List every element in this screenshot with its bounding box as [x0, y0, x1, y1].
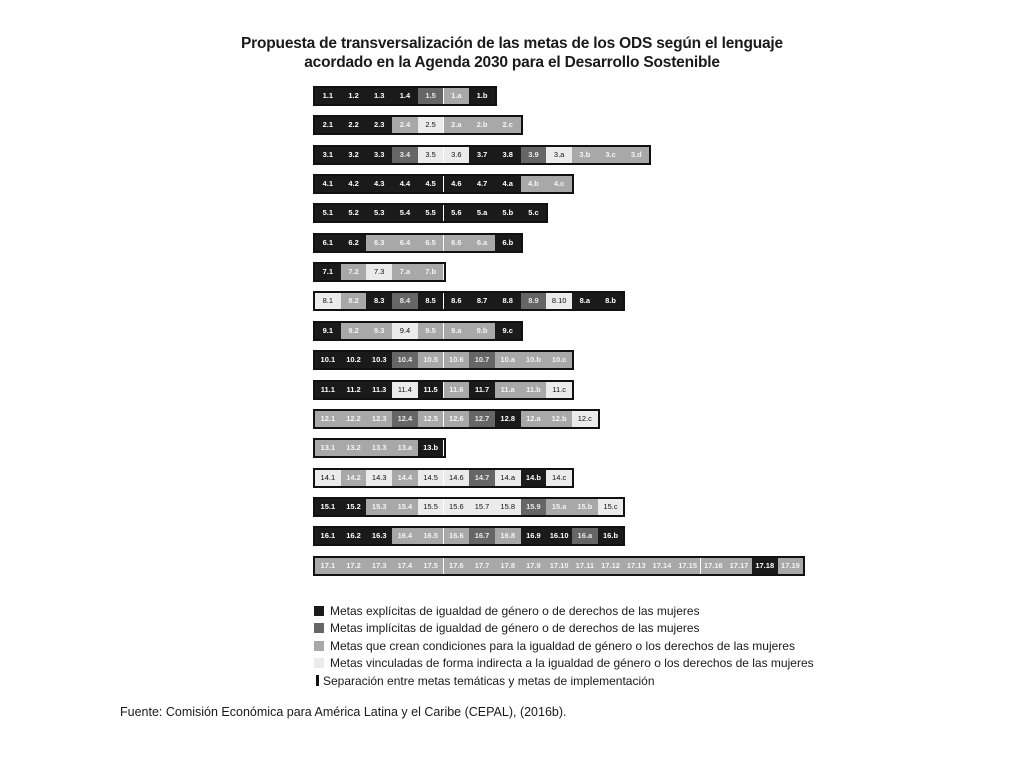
target-cell: 6.3: [366, 235, 392, 251]
target-cell: 14.4: [392, 470, 418, 486]
target-cell: 8.1: [315, 293, 341, 309]
target-cell: 14.2: [341, 470, 367, 486]
legend-item-implicit: [314, 620, 814, 638]
target-cell: 4.a: [495, 176, 521, 192]
target-cell: 8.b: [598, 293, 624, 309]
target-cell: 9.c: [495, 323, 521, 339]
target-row: [313, 86, 497, 106]
target-cell: 16.7: [469, 528, 495, 544]
target-cell: 12.1: [315, 411, 341, 427]
target-cell: 5.3: [366, 205, 392, 221]
target-cell: 17.10: [546, 558, 572, 574]
target-cell: 6.a: [469, 235, 495, 251]
target-cell: 3.9: [521, 147, 547, 163]
target-cell: 14.7: [469, 470, 495, 486]
target-cell: 12.7: [469, 411, 495, 427]
target-row: [313, 526, 625, 546]
target-cell: 2.2: [341, 117, 367, 133]
target-cell: 7.b: [418, 264, 444, 280]
target-cell: 17.16: [701, 558, 727, 574]
legend-swatch-conditions: [314, 641, 324, 651]
target-cell: 1.1: [315, 88, 341, 104]
target-row: [313, 497, 625, 517]
target-cell: 4.4: [392, 176, 418, 192]
target-cell: 11.3: [366, 382, 392, 398]
target-cell: 13.3: [366, 440, 392, 456]
target-cell: 12.6: [444, 411, 470, 427]
target-cell: 2.4: [392, 117, 418, 133]
target-row: [313, 203, 548, 223]
target-cell: 9.b: [469, 323, 495, 339]
target-cell: 17.5: [418, 558, 444, 574]
target-cell: 1.a: [444, 88, 470, 104]
target-cell: 11.6: [444, 382, 470, 398]
target-cell: 3.a: [546, 147, 572, 163]
target-cell: 7.1: [315, 264, 341, 280]
target-cell: 12.2: [341, 411, 367, 427]
target-cell: 11.b: [521, 382, 547, 398]
target-cell: 3.3: [366, 147, 392, 163]
target-cell: 15.a: [546, 499, 572, 515]
target-cell: 14.3: [366, 470, 392, 486]
target-cell: 17.13: [623, 558, 649, 574]
target-cell: 15.9: [521, 499, 547, 515]
target-cell: 1.5: [418, 88, 444, 104]
target-cell: 11.5: [418, 382, 444, 398]
target-cell: 2.a: [444, 117, 470, 133]
target-cell: 5.2: [341, 205, 367, 221]
target-cell: 14.c: [546, 470, 572, 486]
chart-title: [160, 34, 864, 72]
target-cell: 16.a: [572, 528, 598, 544]
target-cell: 12.3: [366, 411, 392, 427]
target-row: [313, 115, 523, 135]
target-cell: 7.2: [341, 264, 367, 280]
target-cell: 1.3: [366, 88, 392, 104]
target-cell: 15.b: [572, 499, 598, 515]
target-cell: 3.b: [572, 147, 598, 163]
target-cell: 15.3: [366, 499, 392, 515]
target-row: [313, 409, 600, 429]
target-cell: 4.1: [315, 176, 341, 192]
target-cell: 11.4: [392, 382, 418, 398]
target-cell: 9.5: [418, 323, 444, 339]
legend-item-indirect: [314, 655, 814, 673]
target-cell: 9.4: [392, 323, 418, 339]
target-cell: 11.7: [469, 382, 495, 398]
target-cell: 13.a: [392, 440, 418, 456]
target-cell: 14.5: [418, 470, 444, 486]
target-cell: 8.4: [392, 293, 418, 309]
target-cell: 17.3: [366, 558, 392, 574]
target-cell: 13.1: [315, 440, 341, 456]
legend-swatch-implicit: [314, 623, 324, 633]
target-cell: 10.1: [315, 352, 341, 368]
target-cell: 3.2: [341, 147, 367, 163]
legend: [314, 602, 814, 690]
target-cell: 4.b: [521, 176, 547, 192]
target-cell: 10.c: [546, 352, 572, 368]
target-cell: 17.4: [392, 558, 418, 574]
chart-title-line1: Propuesta de transversalización de las metas de los ODS según el lenguaje: [241, 35, 783, 52]
target-cell: 12.5: [418, 411, 444, 427]
target-cell: 8.8: [495, 293, 521, 309]
target-cell: 8.a: [572, 293, 598, 309]
target-cell: 15.5: [418, 499, 444, 515]
target-cell: 4.3: [366, 176, 392, 192]
target-cell: 12.a: [521, 411, 547, 427]
target-cell: 5.6: [444, 205, 470, 221]
legend-label-explicit: Metas explícitas de igualdad de género o de derechos de las mujeres: [330, 603, 700, 618]
target-cell: 4.6: [444, 176, 470, 192]
target-cell: 10.a: [495, 352, 521, 368]
target-cell: 2.1: [315, 117, 341, 133]
target-cell: 17.7: [469, 558, 495, 574]
legend-item-conditions: [314, 637, 814, 655]
chart-title-line2: acordado en la Agenda 2030 para el Desarrollo Sostenible: [304, 54, 720, 71]
legend-label-implicit: Metas implícitas de igualdad de género o de derechos de las mujeres: [330, 621, 700, 636]
legend-swatch-separator: [316, 675, 319, 686]
target-cell: 9.1: [315, 323, 341, 339]
target-cell: 16.3: [366, 528, 392, 544]
target-cell: 2.5: [418, 117, 444, 133]
target-cell: 2.b: [469, 117, 495, 133]
legend-label-separator: Separación entre metas temáticas y metas de implementación: [323, 673, 655, 688]
target-cell: 16.10: [546, 528, 572, 544]
target-cell: 1.2: [341, 88, 367, 104]
target-cell: 15.4: [392, 499, 418, 515]
target-cell: 8.5: [418, 293, 444, 309]
target-cell: 14.1: [315, 470, 341, 486]
target-cell: 3.7: [469, 147, 495, 163]
target-cell: 3.8: [495, 147, 521, 163]
target-cell: 12.8: [495, 411, 521, 427]
legend-label-conditions: Metas que crean condiciones para la igualdad de género o los derechos de las mujeres: [330, 638, 795, 653]
target-cell: 11.2: [341, 382, 367, 398]
target-cell: 10.2: [341, 352, 367, 368]
target-cell: 4.5: [418, 176, 444, 192]
target-cell: 17.15: [675, 558, 701, 574]
target-cell: 3.6: [444, 147, 470, 163]
target-row: [313, 350, 574, 370]
target-cell: 17.12: [598, 558, 624, 574]
target-cell: 16.9: [521, 528, 547, 544]
legend-item-explicit: [314, 602, 814, 620]
target-cell: 9.2: [341, 323, 367, 339]
legend-item-separator: [314, 672, 814, 690]
target-cell: 14.b: [521, 470, 547, 486]
target-cell: 1.b: [469, 88, 495, 104]
target-cell: 3.d: [623, 147, 649, 163]
target-cell: 4.2: [341, 176, 367, 192]
target-cell: 17.18: [752, 558, 778, 574]
target-cell: 8.7: [469, 293, 495, 309]
target-cell: 10.5: [418, 352, 444, 368]
target-cell: 6.2: [341, 235, 367, 251]
target-cell: 8.10: [546, 293, 572, 309]
target-row: [313, 438, 446, 458]
target-cell: 14.6: [444, 470, 470, 486]
target-row: [313, 291, 625, 311]
target-cell: 17.19: [778, 558, 804, 574]
target-cell: 9.3: [366, 323, 392, 339]
target-cell: 16.2: [341, 528, 367, 544]
target-cell: 5.c: [521, 205, 547, 221]
target-cell: 17.8: [495, 558, 521, 574]
target-cell: 6.1: [315, 235, 341, 251]
target-cell: 7.a: [392, 264, 418, 280]
target-cell: 15.6: [444, 499, 470, 515]
target-cell: 15.2: [341, 499, 367, 515]
target-row: [313, 262, 446, 282]
target-cell: 10.6: [444, 352, 470, 368]
target-cell: 16.6: [444, 528, 470, 544]
target-cell: 6.6: [444, 235, 470, 251]
target-cell: 3.c: [598, 147, 624, 163]
target-cell: 3.4: [392, 147, 418, 163]
legend-swatch-indirect: [314, 658, 324, 668]
target-cell: 17.14: [649, 558, 675, 574]
target-cell: 1.4: [392, 88, 418, 104]
target-cell: 16.5: [418, 528, 444, 544]
target-cell: 10.b: [521, 352, 547, 368]
target-cell: 12.c: [572, 411, 598, 427]
target-cell: 11.c: [546, 382, 572, 398]
legend-swatch-explicit: [314, 606, 324, 616]
target-cell: 13.2: [341, 440, 367, 456]
target-cell: 8.2: [341, 293, 367, 309]
target-row: [313, 233, 523, 253]
target-cell: 15.7: [469, 499, 495, 515]
target-cell: 17.9: [521, 558, 547, 574]
target-cell: 6.4: [392, 235, 418, 251]
legend-label-indirect: Metas vinculadas de forma indirecta a la igualdad de género o los derechos de las mujeres: [330, 656, 814, 671]
target-cell: 17.17: [726, 558, 752, 574]
target-cell: 11.1: [315, 382, 341, 398]
target-cell: 14.a: [495, 470, 521, 486]
target-cell: 12.4: [392, 411, 418, 427]
target-cell: 9.a: [444, 323, 470, 339]
target-cell: 16.b: [598, 528, 624, 544]
target-cell: 16.8: [495, 528, 521, 544]
target-cell: 8.3: [366, 293, 392, 309]
target-cell: 2.c: [495, 117, 521, 133]
target-cell: 15.c: [598, 499, 624, 515]
target-row: [313, 556, 805, 576]
target-cell: 5.5: [418, 205, 444, 221]
target-cell: 5.4: [392, 205, 418, 221]
target-cell: 10.7: [469, 352, 495, 368]
target-cell: 15.8: [495, 499, 521, 515]
target-cell: 16.4: [392, 528, 418, 544]
target-row: [313, 321, 523, 341]
target-cell: 3.1: [315, 147, 341, 163]
target-cell: 17.2: [341, 558, 367, 574]
target-cell: 11.a: [495, 382, 521, 398]
target-cell: 4.7: [469, 176, 495, 192]
target-cell: 5.a: [469, 205, 495, 221]
target-cell: 6.b: [495, 235, 521, 251]
target-cell: 17.6: [444, 558, 470, 574]
target-cell: 7.3: [366, 264, 392, 280]
source-note: Fuente: Comisión Económica para América Latina y el Caribe (CEPAL), (2016b).: [120, 705, 567, 719]
target-cell: 13.b: [418, 440, 444, 456]
target-cell: 5.1: [315, 205, 341, 221]
target-row: [313, 468, 574, 488]
target-cell: 17.11: [572, 558, 598, 574]
target-cell: 5.b: [495, 205, 521, 221]
target-row: [313, 145, 651, 165]
target-cell: 10.4: [392, 352, 418, 368]
target-cell: 4.c: [546, 176, 572, 192]
target-row: [313, 380, 574, 400]
target-cell: 2.3: [366, 117, 392, 133]
target-cell: 3.5: [418, 147, 444, 163]
target-cell: 12.b: [546, 411, 572, 427]
target-cell: 8.9: [521, 293, 547, 309]
target-cell: 17.1: [315, 558, 341, 574]
target-cell: 15.1: [315, 499, 341, 515]
target-cell: 6.5: [418, 235, 444, 251]
target-cell: 16.1: [315, 528, 341, 544]
target-row: [313, 174, 574, 194]
target-cell: 8.6: [444, 293, 470, 309]
target-cell: 10.3: [366, 352, 392, 368]
